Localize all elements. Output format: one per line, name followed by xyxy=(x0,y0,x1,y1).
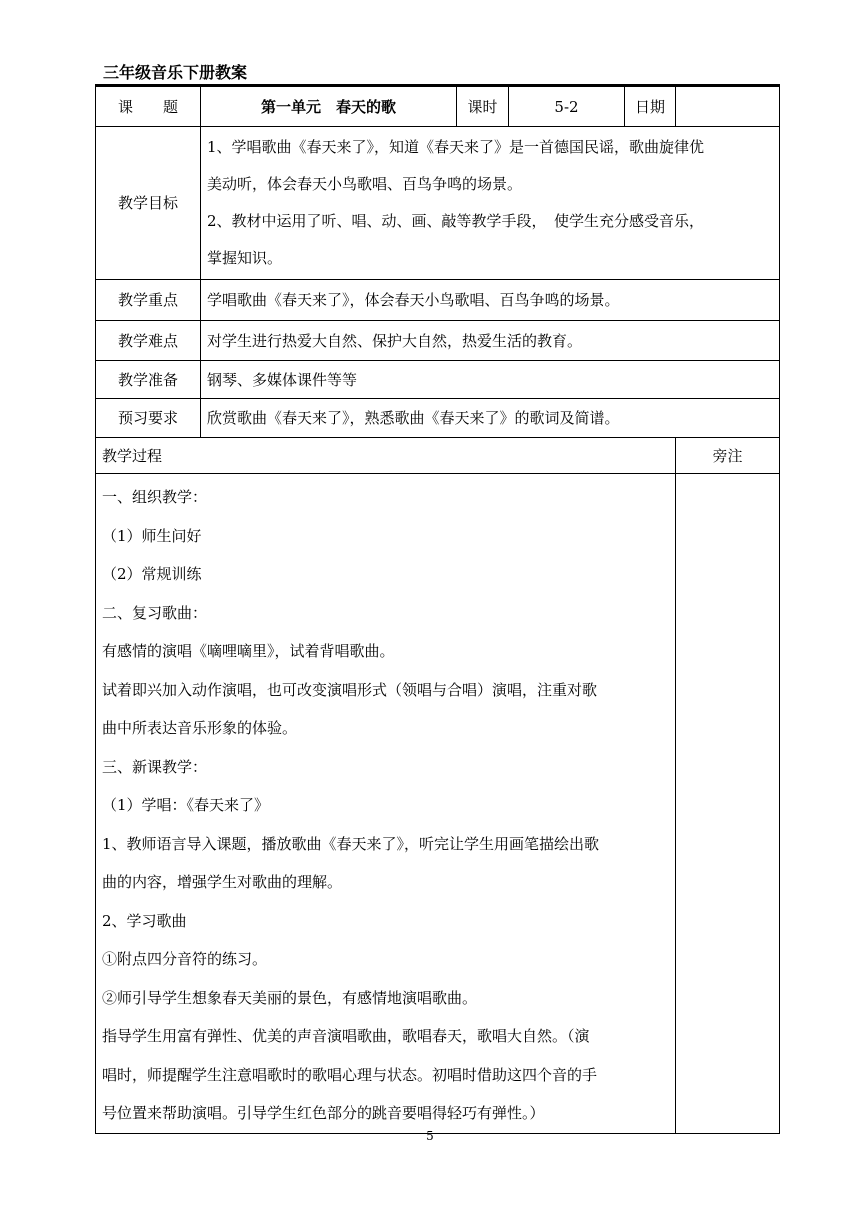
side-note-label: 旁注 xyxy=(676,438,780,474)
process-line: 2、学习歌曲 xyxy=(102,911,187,930)
process-header-row xyxy=(96,438,780,474)
difficulty-label: 教学难点 xyxy=(96,321,201,361)
process-line: 曲中所表达音乐形象的体验。 xyxy=(102,719,298,737)
topic-value: 第一单元 春天的歌 xyxy=(201,87,457,127)
goals-line: 掌握知识。 xyxy=(207,249,283,267)
difficulty-value: 对学生进行热爱大自然、保护大自然，热爱生活的教育。 xyxy=(201,321,780,361)
difficulty-row xyxy=(96,321,780,361)
side-note-area xyxy=(676,474,780,1134)
key-point-row xyxy=(96,280,780,321)
period-label: 课时 xyxy=(457,87,509,127)
key-point-value: 学唱歌曲《春天来了》，体会春天小鸟歌唱、百鸟争鸣的场景。 xyxy=(201,280,780,321)
process-line: ①附点四分音符的练习。 xyxy=(102,950,268,968)
topic-label: 课 题 xyxy=(96,87,201,127)
goals-label: 教学目标 xyxy=(96,127,201,280)
document-title: 三年级音乐下册教案 xyxy=(103,63,248,82)
process-line: 一、组织教学： xyxy=(102,488,208,506)
preparation-row xyxy=(96,361,780,399)
process-line: 三、新课教学： xyxy=(102,757,208,776)
process-line: 有感情的演唱《嘀哩嘀里》，试着背唱歌曲。 xyxy=(102,642,395,660)
goals-line: 1、学唱歌曲《春天来了》，知道《春天来了》是一首德国民谣，歌曲旋律优 xyxy=(207,138,705,156)
goals-content xyxy=(201,127,780,280)
goals-line: 2、教材中运用了听、唱、动、画、敲等教学手段， 使学生充分感受音乐， xyxy=(207,212,705,230)
header-row xyxy=(96,87,780,127)
key-point-label: 教学重点 xyxy=(96,280,201,321)
process-line: （1）学唱：《春天来了》 xyxy=(102,796,270,814)
process-label: 教学过程 xyxy=(96,438,676,474)
preparation-label: 教学准备 xyxy=(96,361,201,399)
process-line: 唱时，师提醒学生注意唱歌时的歌唱心理与状态。初唱时借助这四个音的手 xyxy=(102,1065,598,1084)
process-line: 曲的内容，增强学生对歌曲的理解。 xyxy=(102,873,343,891)
preview-label: 预习要求 xyxy=(96,399,201,438)
process-body-row xyxy=(96,474,780,1134)
goals-line: 美动听，体会春天小鸟歌唱、百鸟争鸣的场景。 xyxy=(207,175,523,193)
process-line: 试着即兴加入动作演唱，也可改变演唱形式（领唱与合唱）演唱，注重对歌 xyxy=(102,680,598,699)
lesson-plan-table xyxy=(95,86,780,1134)
process-line: 指导学生用富有弹性、优美的声音演唱歌曲，歌唱春天，歌唱大自然。（演 xyxy=(102,1027,590,1045)
date-label: 日期 xyxy=(625,87,676,127)
process-line: （2）常规训练 xyxy=(102,565,202,583)
process-content xyxy=(96,474,676,1134)
process-line: 号位置来帮助演唱。引导学生红色部分的跳音要唱得轻巧有弹性。） xyxy=(102,1104,545,1122)
period-value: 5-2 xyxy=(509,87,625,127)
process-line: 二、复习歌曲： xyxy=(102,603,208,622)
date-value xyxy=(676,87,780,127)
process-line: ②师引导学生想象春天美丽的景色，有感情地演唱歌曲。 xyxy=(102,988,478,1007)
goals-row xyxy=(96,127,780,280)
process-line: （1）师生问好 xyxy=(102,526,202,545)
preview-row xyxy=(96,399,780,438)
preview-value: 欣赏歌曲《春天来了》，熟悉歌曲《春天来了》的歌词及简谱。 xyxy=(201,399,780,438)
page-number: 5 xyxy=(426,1129,434,1143)
process-line: 1、教师语言导入课题，播放歌曲《春天来了》，听完让学生用画笔描绘出歌 xyxy=(102,834,600,853)
preparation-value: 钢琴、多媒体课件等等 xyxy=(201,361,780,399)
